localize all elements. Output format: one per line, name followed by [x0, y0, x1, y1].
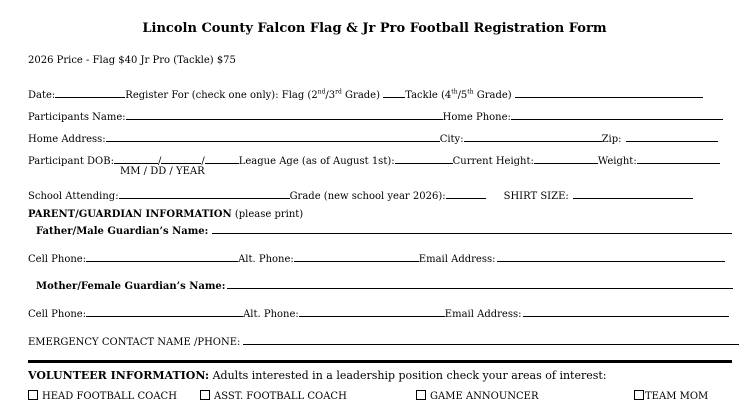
- mother-phone-row: [28, 306, 729, 321]
- volunteer-text: Adults interested in a leadership position check your areas of interest:: [209, 369, 607, 382]
- mother-email-label: Email Address:: [444, 309, 522, 320]
- father-cell-field[interactable]: [86, 251, 238, 262]
- dob-sep-1: /: [157, 156, 162, 167]
- home-phone-label: Home Phone:: [442, 112, 511, 123]
- grade-field[interactable]: [446, 188, 486, 199]
- zip-label: Zip:: [601, 134, 622, 145]
- option-label: HEAD FOOTBALL COACH: [42, 391, 177, 402]
- mother-label: Mother/Female Guardian’s Name:: [36, 281, 226, 292]
- mother-alt-label: Alt. Phone:: [243, 309, 299, 320]
- father-email-label: Email Address:: [418, 254, 496, 265]
- checkbox-icon[interactable]: [28, 390, 38, 400]
- school-field[interactable]: [119, 188, 290, 199]
- guardian-note: (please print): [231, 209, 304, 220]
- price-line: 2026 Price - Flag $40 Jr Pro (Tackle) $75: [28, 55, 236, 66]
- participants-name-label: Participants Name:: [28, 112, 126, 123]
- flag-mid: /3: [325, 90, 336, 101]
- sup-th2: th: [467, 88, 474, 96]
- flag-end: Grade): [341, 90, 381, 101]
- tackle-mid: /5: [457, 90, 468, 101]
- shirt-size-field[interactable]: [573, 188, 693, 199]
- weight-field[interactable]: [637, 153, 720, 164]
- dob-month-field[interactable]: [114, 153, 158, 164]
- option-label: TEAM MOM: [645, 391, 709, 402]
- sup-rd: rd: [335, 88, 342, 96]
- guardian-title: PARENT/GUARDIAN INFORMATION: [28, 209, 232, 220]
- volunteer-option-team-mom[interactable]: [634, 390, 708, 403]
- school-row: [28, 188, 693, 203]
- emergency-row: [28, 334, 739, 349]
- home-address-field[interactable]: [106, 131, 440, 142]
- father-label: Father/Male Guardian’s Name:: [36, 226, 209, 237]
- emergency-field[interactable]: [243, 334, 739, 345]
- shirt-size-label: SHIRT SIZE:: [503, 191, 569, 202]
- sup-nd: nd: [317, 88, 326, 96]
- checkbox-icon[interactable]: [416, 390, 426, 400]
- league-age-label: League Age (as of August 1st):: [238, 156, 395, 167]
- mother-name-field[interactable]: [227, 278, 733, 289]
- father-alt-field[interactable]: [294, 251, 419, 262]
- guardian-section-title: [28, 209, 303, 221]
- participant-name-row: [28, 109, 723, 124]
- date-field[interactable]: [55, 87, 125, 98]
- father-email-field[interactable]: [497, 251, 725, 262]
- register-for-label: Register For (check one only): Flag (2: [125, 90, 318, 101]
- zip-field[interactable]: [626, 131, 718, 142]
- height-label: Current Height:: [452, 156, 534, 167]
- mother-alt-field[interactable]: [299, 306, 445, 317]
- sup-th: th: [451, 88, 458, 96]
- section-divider: [28, 360, 732, 363]
- city-field[interactable]: [464, 131, 602, 142]
- mother-cell-label: Cell Phone:: [28, 309, 87, 320]
- dob-sep-2: /: [201, 156, 205, 167]
- weight-label: Weight:: [597, 156, 637, 167]
- grade-label: Grade (new school year 2026):: [289, 191, 446, 202]
- volunteer-option-announcer[interactable]: [416, 390, 539, 403]
- volunteer-option-head-coach[interactable]: [28, 390, 177, 403]
- father-cell-label: Cell Phone:: [28, 254, 87, 265]
- volunteer-title: VOLUNTEER INFORMATION:: [28, 369, 210, 382]
- date-row: [28, 87, 703, 102]
- league-age-field[interactable]: [395, 153, 453, 164]
- father-name-field[interactable]: [212, 223, 732, 234]
- form-title: Lincoln County Falcon Flag & Jr Pro Football Registration Form: [142, 21, 607, 36]
- emergency-label: EMERGENCY CONTACT NAME /PHONE:: [28, 337, 241, 348]
- checkbox-icon[interactable]: [200, 390, 210, 400]
- date-label: Date:: [28, 90, 56, 101]
- checkbox-icon[interactable]: [634, 390, 644, 400]
- tackle-label: Tackle (4: [405, 90, 452, 101]
- school-label: School Attending:: [28, 191, 119, 202]
- dob-format-hint: MM / DD / YEAR: [120, 166, 205, 177]
- volunteer-row: [28, 369, 607, 382]
- height-field[interactable]: [534, 153, 598, 164]
- dob-label: Participant DOB:: [28, 156, 114, 167]
- mother-cell-field[interactable]: [86, 306, 243, 317]
- dob-year-field[interactable]: [205, 153, 239, 164]
- mother-email-field[interactable]: [523, 306, 729, 317]
- city-label: City:: [439, 134, 464, 145]
- option-label: ASST. FOOTBALL COACH: [214, 391, 347, 402]
- volunteer-option-asst-coach[interactable]: [200, 390, 347, 403]
- participants-name-field[interactable]: [126, 109, 443, 120]
- dob-day-field[interactable]: [161, 153, 201, 164]
- father-alt-label: Alt. Phone:: [238, 254, 294, 265]
- tackle-choice-field[interactable]: [515, 87, 703, 98]
- flag-choice-field[interactable]: [383, 87, 405, 98]
- father-row: [36, 223, 732, 238]
- home-address-label: Home Address:: [28, 134, 106, 145]
- home-phone-field[interactable]: [511, 109, 723, 120]
- mother-row: [36, 278, 733, 293]
- tackle-end: Grade): [473, 90, 512, 101]
- father-phone-row: [28, 251, 725, 266]
- address-row: [28, 131, 718, 146]
- option-label: GAME ANNOUNCER: [430, 391, 539, 402]
